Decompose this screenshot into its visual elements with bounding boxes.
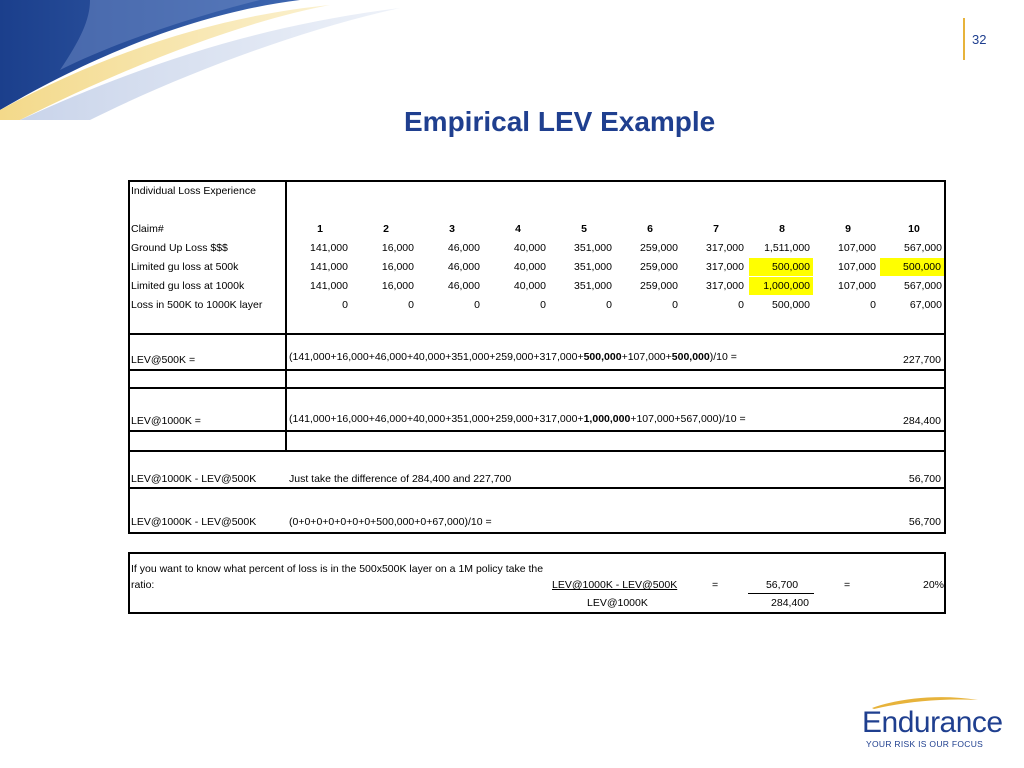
- ratio-result: 20%: [922, 579, 944, 591]
- ratio-explanation: ratio:: [131, 579, 155, 591]
- table-cell: 16,000: [381, 261, 414, 273]
- table-cell: 0: [870, 299, 876, 311]
- table-cell: 0: [342, 299, 348, 311]
- table-cell: 40,000: [513, 242, 546, 254]
- table-cell: 141,000: [310, 280, 348, 292]
- claim-number: 9: [845, 223, 851, 235]
- spacer-box: [128, 430, 946, 452]
- ratio-denominator-label: LEV@1000K: [587, 597, 648, 609]
- page-number-divider: [963, 18, 965, 60]
- ratio-explanation: If you want to know what percent of loss is in the 500x500K layer on a 1M policy take the: [131, 563, 544, 575]
- claim-number: 10: [908, 223, 920, 235]
- claim-number: 3: [449, 223, 455, 235]
- page-number: 32: [972, 32, 987, 47]
- table-cell: 567,000: [904, 280, 942, 292]
- highlighted-cell: 500,000: [749, 258, 813, 276]
- table-cell: 317,000: [706, 261, 744, 273]
- difference-formula: (0+0+0+0+0+0+0+500,000+0+67,000)/10 =: [289, 516, 492, 528]
- highlighted-cell: 1,000,000: [749, 277, 813, 295]
- table-cell: 67,000: [909, 299, 942, 311]
- table-cell: 40,000: [513, 280, 546, 292]
- header-swoosh-decoration: [0, 0, 420, 120]
- ratio-box: [128, 552, 946, 614]
- lev1000-formula: (141,000+16,000+46,000+40,000+351,000+259,000+317,000+1,000,000+107,000+567,000)/10 =: [289, 413, 746, 425]
- table-cell: 259,000: [640, 261, 678, 273]
- table-cell: 46,000: [447, 280, 480, 292]
- claim-number: 7: [713, 223, 719, 235]
- table-cell: 351,000: [574, 242, 612, 254]
- row-label: Ground Up Loss $$$: [131, 242, 228, 254]
- lev500-result: 227,700: [903, 354, 941, 366]
- slide-title: Empirical LEV Example: [404, 106, 716, 137]
- fraction-bar: [748, 593, 814, 594]
- spacer-divider: [285, 369, 287, 389]
- spacer-box: [128, 369, 946, 389]
- lev1000-divider: [285, 387, 287, 432]
- table-cell: 0: [672, 299, 678, 311]
- table-cell: 141,000: [310, 242, 348, 254]
- claim-number: 8: [779, 223, 785, 235]
- difference-separator: [128, 487, 946, 489]
- lev500-formula: (141,000+16,000+46,000+40,000+351,000+259,000+317,000+500,000+107,000+500,000)/10 =: [289, 351, 737, 363]
- difference-result: 56,700: [908, 473, 941, 485]
- table-cell: 0: [408, 299, 414, 311]
- claim-number: 4: [515, 223, 521, 235]
- row-label: Limited gu loss at 500k: [131, 261, 239, 273]
- table-cell: 259,000: [640, 242, 678, 254]
- table-cell: 16,000: [381, 242, 414, 254]
- row-label: Loss in 500K to 1000K layer: [131, 299, 263, 311]
- difference-label: LEV@1000K - LEV@500K: [131, 516, 257, 528]
- table-cell: 1,511,000: [764, 242, 810, 254]
- ratio-denominator-value: 284,400: [771, 597, 809, 609]
- ratio-equals: =: [844, 579, 851, 591]
- table-cell: 141,000: [310, 261, 348, 273]
- table-cell: 0: [474, 299, 480, 311]
- claim-number: 2: [383, 223, 389, 235]
- section-label: Individual Loss Experience: [131, 185, 256, 197]
- table-cell: 46,000: [447, 261, 480, 273]
- ratio-numerator-label: LEV@1000K - LEV@500K: [552, 579, 678, 591]
- table-cell: 0: [606, 299, 612, 311]
- lev1000-label: LEV@1000K =: [131, 415, 201, 427]
- loss-experience-box: [128, 180, 946, 335]
- ratio-numerator-value: 56,700: [765, 579, 799, 591]
- difference-result: 56,700: [908, 516, 941, 528]
- difference-text: Just take the difference of 284,400 and 227,700: [289, 473, 512, 485]
- table-cell: 500,000: [772, 299, 810, 311]
- lev1000-box: [128, 387, 946, 432]
- table-cell: 107,000: [838, 261, 876, 273]
- table-cell: 259,000: [640, 280, 678, 292]
- table-cell: 317,000: [706, 242, 744, 254]
- table-cell: 351,000: [574, 280, 612, 292]
- table-cell: 317,000: [706, 280, 744, 292]
- difference-label: LEV@1000K - LEV@500K: [131, 473, 257, 485]
- claim-number: 1: [317, 223, 323, 235]
- loss-experience-divider: [285, 180, 287, 335]
- table-cell: 40,000: [513, 261, 546, 273]
- endurance-logo: Endurance: [862, 706, 1003, 739]
- row-label: Limited gu loss at 1000k: [131, 280, 245, 292]
- lev500-divider: [285, 333, 287, 371]
- table-cell: 0: [738, 299, 744, 311]
- lev1000-result: 284,400: [903, 415, 941, 427]
- table-cell: 16,000: [381, 280, 414, 292]
- table-cell: 351,000: [574, 261, 612, 273]
- ratio-equals: =: [712, 579, 719, 591]
- spacer-divider: [285, 430, 287, 452]
- claim-number: 6: [647, 223, 653, 235]
- logo-tagline: YOUR RISK IS OUR FOCUS: [866, 739, 984, 749]
- highlighted-cell: 500,000: [880, 258, 944, 276]
- claim-number: 5: [581, 223, 587, 235]
- claim-header: Claim#: [131, 223, 164, 235]
- lev500-label: LEV@500K =: [131, 354, 196, 366]
- table-cell: 567,000: [904, 242, 942, 254]
- table-cell: 107,000: [838, 280, 876, 292]
- table-cell: 0: [540, 299, 546, 311]
- table-cell: 46,000: [447, 242, 480, 254]
- table-cell: 107,000: [838, 242, 876, 254]
